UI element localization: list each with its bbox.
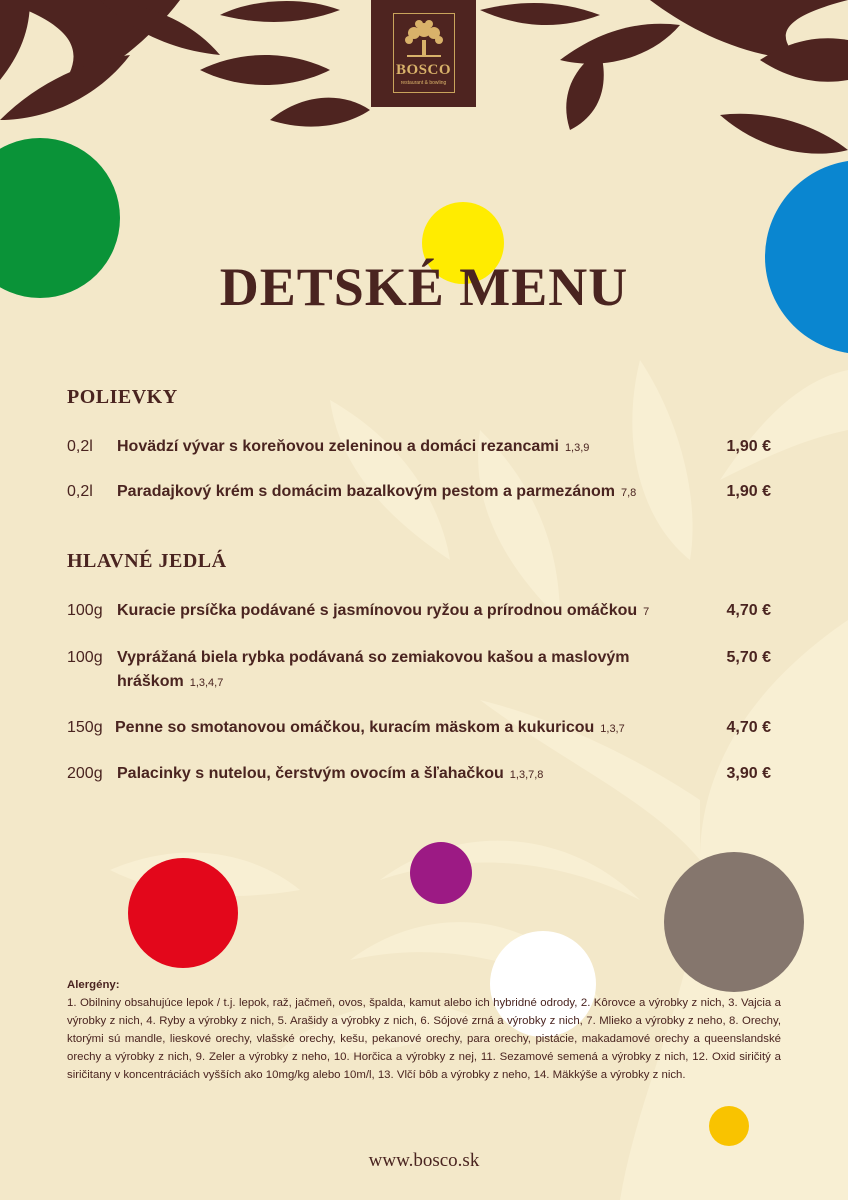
menu-item bbox=[67, 480, 771, 504]
item-price: 3,90 € bbox=[726, 765, 771, 782]
section-heading-main-dishes: HLAVNÉ JEDLÁ bbox=[67, 550, 227, 572]
item-price: 1,90 € bbox=[726, 438, 771, 455]
page-title: DETSKÉ MENU bbox=[219, 257, 629, 317]
item-allergens: 7 bbox=[643, 606, 650, 618]
item-name: Hovädzí vývar s koreňovou zeleninou a domáci rezancami 1,3,9 bbox=[117, 438, 590, 455]
item-quantity: 200g bbox=[67, 765, 103, 782]
gold-circle-decoration bbox=[709, 1106, 749, 1146]
footer-website-link[interactable]: www.bosco.sk bbox=[368, 1150, 480, 1171]
bosco-logo bbox=[371, 0, 476, 107]
menu-item bbox=[67, 599, 771, 623]
item-allergens: 7,8 bbox=[621, 487, 637, 499]
item-quantity: 0,2l bbox=[67, 483, 93, 500]
item-quantity: 100g bbox=[67, 649, 103, 666]
logo-brand-name: BOSCO bbox=[395, 62, 451, 78]
item-name: Paradajkový krém s domácim bazalkovým pestom a parmezánom 7,8 bbox=[117, 483, 637, 500]
purple-circle-decoration bbox=[410, 842, 472, 904]
item-allergens: 1,3,7 bbox=[600, 723, 625, 735]
menu-item bbox=[67, 435, 771, 459]
item-quantity: 150g bbox=[67, 719, 103, 736]
red-circle-decoration bbox=[128, 858, 238, 968]
logo-frame bbox=[393, 13, 455, 93]
grey-circle-decoration bbox=[664, 852, 804, 992]
item-name: Penne so smotanovou omáčkou, kuracím mäskom a kukuricou 1,3,7 bbox=[115, 719, 625, 736]
menu-item bbox=[67, 762, 771, 786]
item-allergens: 1,3,4,7 bbox=[189, 677, 224, 689]
item-name: Vyprážaná biela rybka podávaná so zemiakovou kašou a maslovým hráškom 1,3,4,7 bbox=[117, 649, 630, 690]
section-heading-soups: POLIEVKY bbox=[67, 386, 178, 408]
item-name: Kuracie prsíčka podávané s jasmínovou ryžou a prírodnou omáčkou 7 bbox=[117, 602, 650, 619]
item-price: 5,70 € bbox=[726, 649, 771, 666]
menu-item bbox=[67, 646, 771, 694]
item-name: Palacinky s nutelou, čerstvým ovocím a šľahačkou 1,3,7,8 bbox=[117, 765, 544, 782]
item-quantity: 0,2l bbox=[67, 438, 93, 455]
item-allergens: 1,3,7,8 bbox=[509, 769, 544, 781]
item-price: 1,90 € bbox=[726, 483, 771, 500]
logo-tagline: restaurant & bowling bbox=[400, 80, 447, 86]
tree-icon bbox=[401, 18, 447, 60]
allergens-heading: Alergény: bbox=[67, 979, 120, 991]
item-price: 4,70 € bbox=[726, 719, 771, 736]
allergens-note bbox=[67, 976, 781, 1084]
allergens-text: 1. Obilniny obsahujúce lepok / t.j. lepok, raž, jačmeň, ovos, špalda, kamut alebo ich hybridné odrody, 2. Kôrovce a výrobky z nich, 3. Vajcia a výrobky z nich, 4. Ryby a výrobky z nich, 5. Arašidy a výrobky z nich, 6. Sójové zrná a výrobky z nich, 7. Mlieko a výrobky z neho, 8. Orechy, ktorými sú mandle, lieskové orechy, vlašské orechy, kešu, pekanové orechy, para orechy, pistácie, makadamové orechy a queenslandské orechy a výrobky z nich, 9. Zeler a výrobky z neho, 10. Horčica a výrobky z nej, 11. Sezamové semená a výrobky z nich, 12. Oxid siričitý a siričitany v koncentráciách vyšších ako 10mg/kg alebo 10m/l, 13. Vlčí bôb a výrobky z neho, 14. Mäkkýše a výrobky z nich. bbox=[67, 997, 781, 1081]
menu-item bbox=[67, 716, 771, 740]
item-allergens: 1,3,9 bbox=[564, 442, 590, 454]
item-quantity: 100g bbox=[67, 602, 103, 619]
item-price: 4,70 € bbox=[726, 602, 771, 619]
